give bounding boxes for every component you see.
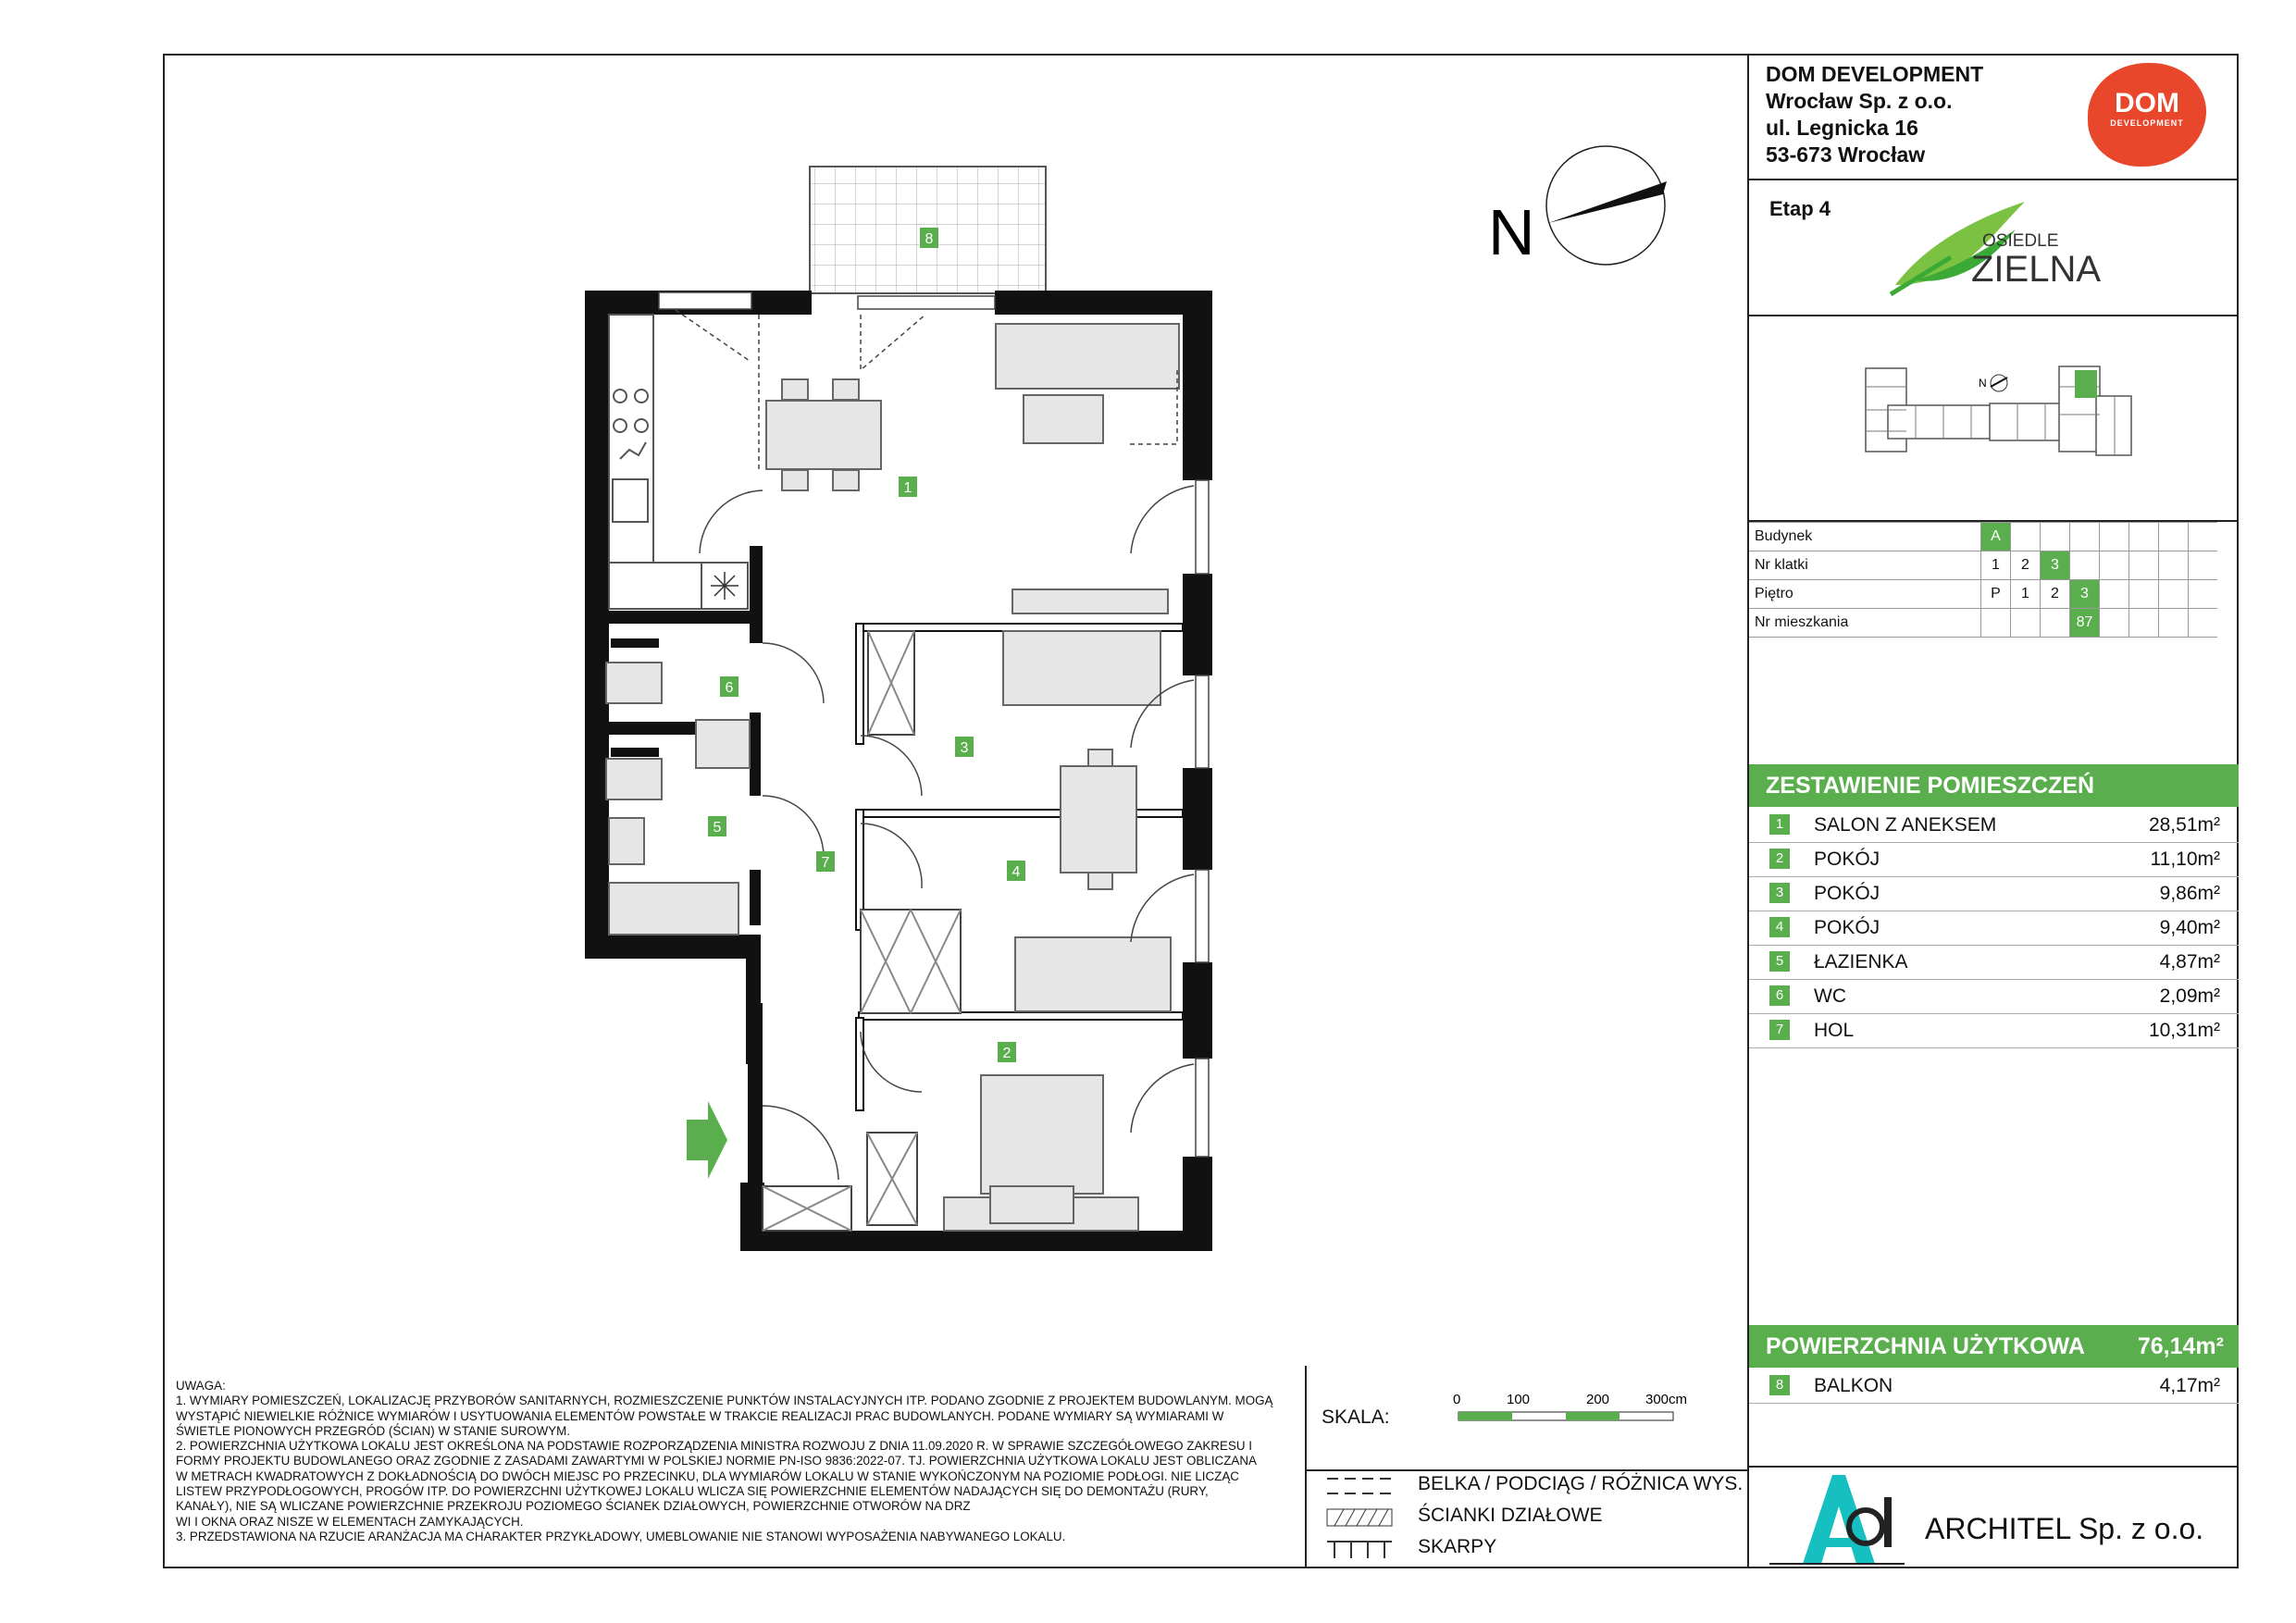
room-number: 5	[1769, 951, 1790, 972]
grid-cell: 87	[2070, 609, 2100, 638]
company-address	[1766, 61, 1983, 168]
room-name: POKÓJ	[1814, 849, 1880, 870]
stage-label: Etap 4	[1769, 197, 1831, 220]
notes-line: 2. POWIERZCHNIA UŻYTKOWA LOKALU JEST OKREŚLONA NA PODSTAWIE ROZPORZĄDZENIA MINISTRA ROZWOJU Z DNIA 11.09.2020 R. W SPRAWIE SZCZEGÓŁOWEGO ZAKRESU I	[176, 1439, 1252, 1454]
row-klatka	[1749, 551, 2217, 580]
usable-area-label: POWIERZCHNIA UŻYTKOWA	[1766, 1333, 2085, 1359]
company-street: ul. Legnicka 16	[1766, 116, 1918, 140]
notes-line: 3. PRZEDSTAWIONA NA RZUCIE ARANŻACJA MA CHARAKTER PRZYKŁADOWY, UMEBLOWANIE NIE STANOWI WYPOSAŻENIA NABYWANEGO LOKALU.	[176, 1529, 1066, 1543]
logo-text: DOM	[2115, 88, 2179, 118]
company-name-2: Wrocław Sp. z o.o.	[1766, 89, 1953, 113]
room-name: POKÓJ	[1814, 917, 1880, 938]
room-row	[1749, 911, 2239, 946]
notes-line: LISTEW PRZYPODŁOGOWYCH, PROGÓW ITP. DO POWIERZCHNI UŻYTKOWEJ LOKALU WLICZA SIĘ POWIERZCHNIE ELEMENTÓW NADAJĄCYCH SIĘ DO DEMONTAŻU (RURY,	[176, 1484, 1209, 1499]
svg-text:7: 7	[821, 855, 830, 871]
architect-name: ARCHITEL Sp. z o.o.	[1925, 1512, 2204, 1545]
svg-text:5: 5	[713, 820, 722, 836]
scale-tick: 100	[1507, 1392, 1531, 1407]
location-grid	[1749, 522, 2217, 638]
room-list	[1749, 809, 2239, 1048]
hatch-icon	[1325, 1506, 1395, 1529]
grid-cell: 1	[1981, 551, 2011, 580]
notes-line: W METRACH KWADRATOWYCH Z DOKŁADNOŚCIĄ DO DWÓCH MIEJSC PO PRZECINKU, DLA WYMIARÓW LOKALU W STANIE WYKOŃCZONYM NA POZIOMIE PODŁOGI. NIE LICZĄC	[176, 1468, 1239, 1483]
room-tag-2	[998, 1042, 1016, 1062]
row-pietro	[1749, 580, 2217, 609]
room-name: HOL	[1814, 1020, 1855, 1041]
scale-bar	[1446, 1392, 1705, 1429]
room-area: 9,40m²	[2159, 917, 2220, 938]
room-area: 28,51m²	[2148, 814, 2220, 836]
floor-plan	[555, 157, 1259, 1268]
dom-development-logo	[2088, 63, 2206, 167]
notes-line: ŚWIETLE PIONOWYCH PRZEGRÓD (ŚCIAN) W STANIE SUROWYM.	[176, 1423, 571, 1438]
room-number: 6	[1769, 985, 1790, 1006]
svg-text:3: 3	[960, 740, 969, 756]
company-city: 53-673 Wrocław	[1766, 142, 1926, 167]
osiedle-zielna-logo	[1886, 192, 2108, 304]
svg-text:4: 4	[1011, 864, 1021, 880]
skarpy-icon	[1325, 1538, 1395, 1560]
notes-line: WYSTĄPIĆ NIEWIELKIE RÓŻNICE WYMIARÓW I USYTUOWANIA ELEMENTÓW POWSTAŁE W TRAKCIE REALIZACJI PRAC BUDOWLANYCH. PODANE WYMIARY SĄ WYMIARAMI W	[176, 1408, 1224, 1423]
room-name: ŁAZIENKA	[1814, 951, 1908, 973]
room-area: 4,87m²	[2159, 951, 2220, 973]
dashed-line-icon	[1325, 1475, 1395, 1497]
room-row	[1749, 946, 2239, 980]
room-area: 11,10m²	[2150, 849, 2220, 870]
room-number: 3	[1769, 883, 1790, 903]
legend-item	[1325, 1536, 1497, 1566]
legend-item	[1325, 1473, 1744, 1503]
north-needle-icon	[1548, 181, 1667, 223]
room-row	[1749, 877, 2239, 911]
room-tag-6	[720, 676, 738, 697]
room-list-header: ZESTAWIENIE POMIESZCZEŃ	[1749, 764, 2239, 807]
minimap-north-label: N	[1979, 377, 1987, 390]
scale-tick: 200	[1586, 1392, 1610, 1407]
row-mieszkanie	[1749, 609, 2217, 638]
building-key-plan	[1860, 359, 2138, 465]
notes-line: WI I OKNA ORAZ NISZE W ELEMENTACH ZAMYKAJĄCYCH.	[176, 1514, 524, 1529]
grid-cell: 3	[2070, 580, 2100, 609]
room-row	[1749, 1014, 2239, 1048]
room-area: 2,09m²	[2159, 985, 2220, 1007]
room-tag-7	[816, 851, 835, 872]
entry-arrow-icon	[687, 1101, 727, 1179]
legend-item	[1325, 1505, 1603, 1534]
room-number: 7	[1769, 1020, 1790, 1040]
usable-area-bar	[1749, 1325, 2239, 1368]
scale-tick: 0	[1453, 1392, 1461, 1407]
room-tag-8	[920, 228, 938, 248]
legend-text: BELKA / PODCIĄG / RÓŻNICA WYS.	[1418, 1473, 1744, 1494]
grid-cell: A	[1981, 523, 2011, 551]
legend-text: ŚCIANKI DZIAŁOWE	[1418, 1505, 1603, 1526]
notes-line: 1. WYMIARY POMIESZCZEŃ, LOKALIZACJĘ PRZYBORÓW SANITARNYCH, ROZMIESZCZENIE PUNKTÓW INSTALACYJNYCH ITP. PODANO ZGODNIE Z PROJEKTEM BUDOWLANYM. MOGĄ	[176, 1394, 1273, 1408]
svg-text:6: 6	[725, 680, 734, 696]
svg-text:ZIELNA: ZIELNA	[1971, 249, 2102, 290]
scale-label: SKALA:	[1322, 1406, 1390, 1428]
svg-text:8: 8	[925, 231, 934, 247]
room-name: SALON Z ANEKSEM	[1814, 814, 1997, 836]
notes-line: KANAŁY), NIE SĄ WLICZANE POWIERZCHNIE PRZEKROJU POZIOMEGO ŚCIANEK DZIAŁOWYCH, POWIERZCHNIE OTWORÓW NA DRZ	[176, 1499, 971, 1514]
notes	[176, 1379, 1296, 1544]
grid-label: Nr mieszkania	[1749, 609, 1981, 638]
notes-line: FORMY PROJEKTU BUDOWLANEGO ORAZ ZGODNIE Z ZASADAMI ZAWARTYMI W POLSKIEJ NORMIE PN-ISO 9836:2022-07. TJ. POWIERZCHNIA UŻYTKOWA LOKALU JEST OBLICZANA	[176, 1454, 1257, 1468]
scale-tick: 300cm	[1645, 1392, 1688, 1407]
room-row	[1749, 809, 2239, 843]
room-name: POKÓJ	[1814, 883, 1880, 904]
room-number: 1	[1769, 814, 1790, 835]
room-area: 10,31m²	[2148, 1020, 2220, 1041]
svg-text:2: 2	[1002, 1046, 1011, 1061]
notes-line: UWAGA:	[176, 1379, 226, 1393]
room-name: BALKON	[1814, 1375, 1893, 1396]
north-label: N	[1488, 196, 1535, 268]
room-tag-1	[899, 477, 917, 497]
scale-legend-box	[1305, 1366, 1747, 1568]
room-number: 2	[1769, 849, 1790, 869]
grid-cell: P	[1981, 580, 2011, 609]
svg-text:OSIEDLE: OSIEDLE	[1982, 231, 2059, 251]
architel-logo	[1766, 1473, 1914, 1566]
grid-cell: 3	[2041, 551, 2070, 580]
room-number: 8	[1769, 1375, 1790, 1395]
title-block	[1747, 54, 2239, 1568]
room-tag-3	[955, 737, 974, 757]
room-area: 4,17m²	[2159, 1375, 2220, 1396]
room-row	[1749, 980, 2239, 1014]
room-number: 4	[1769, 917, 1790, 937]
room-tag-4	[1007, 861, 1025, 881]
room-tag-5	[708, 816, 726, 836]
room-area: 9,86m²	[2159, 883, 2220, 904]
room-name: WC	[1814, 985, 1846, 1007]
grid-label: Budynek	[1749, 523, 1981, 551]
room-row	[1749, 843, 2239, 877]
logo-subtext: DEVELOPMENT	[2110, 118, 2184, 128]
legend-text: SKARPY	[1418, 1536, 1497, 1557]
grid-cell: 2	[2041, 580, 2070, 609]
company-name: DOM DEVELOPMENT	[1766, 62, 1984, 86]
usable-area-value: 76,14m²	[2137, 1333, 2224, 1359]
north-arrow	[1481, 139, 1675, 278]
grid-label: Piętro	[1749, 580, 1981, 609]
balcony-row	[1749, 1369, 2239, 1404]
row-budynek	[1749, 523, 2217, 551]
svg-text:1: 1	[903, 480, 912, 496]
architect-block	[1749, 1468, 2239, 1567]
grid-label: Nr klatki	[1749, 551, 1981, 580]
grid-cell: 1	[2011, 580, 2041, 609]
grid-cell: 2	[2011, 551, 2041, 580]
